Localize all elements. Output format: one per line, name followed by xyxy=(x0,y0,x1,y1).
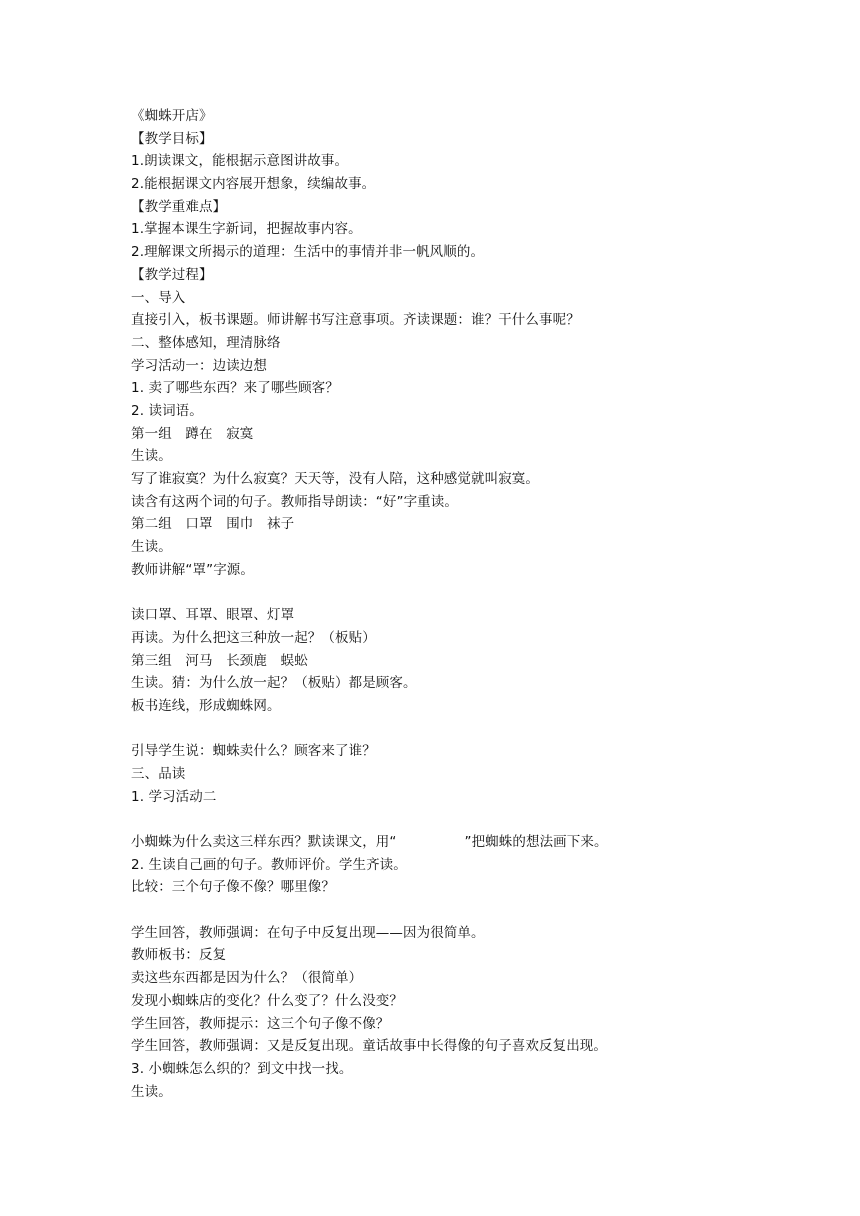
blank-line xyxy=(131,808,731,831)
text-line: 小蜘蛛为什么卖这三样东西？默读课文，用“ ”把蜘蛛的想法画下来。 xyxy=(131,834,608,850)
text-line: 学生回答，教师强调：又是反复出现。童话故事中长得像的句子喜欢反复出现。 xyxy=(131,1038,607,1055)
text-line: 1.朗读课文，能根据示意图讲故事。 xyxy=(131,153,349,170)
text-line: 【教学过程】 xyxy=(131,266,213,283)
text-line: 生读。 xyxy=(131,539,172,556)
text-line: 板书连线，形成蜘蛛网。 xyxy=(131,697,281,714)
text-line: 2.能根据课文内容展开想象，续编故事。 xyxy=(131,176,376,193)
text-line: 《蜘蛛开店》 xyxy=(131,108,213,124)
text-line: 学生回答，教师提示：这三个句子像不像？ xyxy=(131,1015,390,1032)
text-line: 第二组 口罩 围巾 袜子 xyxy=(131,516,295,533)
text-line: 生读。猜：为什么放一起？（板贴）都是顾客。 xyxy=(131,675,417,692)
text-line: 生读。 xyxy=(131,448,172,465)
text-line: 三、品读 xyxy=(131,765,186,782)
text-line: 生读。 xyxy=(131,1083,172,1100)
text-line: 读口罩、耳罩、眼罩、灯罩 xyxy=(131,607,295,624)
text-line: 直接引入，板书课题。师讲解书写注意事项。齐读课题：谁？干什么事呢？ xyxy=(131,312,580,329)
text-line: 学生回答，教师强调：在句子中反复出现——因为很简单。 xyxy=(131,924,485,941)
text-line: 二、整体感知，理清脉络 xyxy=(131,334,281,351)
blank-line xyxy=(131,718,731,741)
document-body xyxy=(131,105,731,1103)
text-line: 卖这些东西都是因为什么？（很简单） xyxy=(131,970,363,987)
text-line: 【教学目标】 xyxy=(131,130,213,147)
text-line: 3. 小蜘蛛怎么织的？到文中找一找。 xyxy=(131,1060,353,1077)
text-line: 1. 学习活动二 xyxy=(131,788,217,805)
text-line: 教师讲解“罩”字源。 xyxy=(131,561,254,578)
text-line: 写了谁寂寞？为什么寂寞？天天等，没有人陪，这种感觉就叫寂寞。 xyxy=(131,471,539,487)
text-line: 再读。为什么把这三种放一起？（板贴） xyxy=(131,629,376,646)
text-line: 【教学重难点】 xyxy=(131,198,227,215)
text-line: 1.掌握本课生字新词，把握故事内容。 xyxy=(131,221,362,238)
text-line: 学习活动一：边读边想 xyxy=(131,357,267,374)
text-line: 教师板书：反复 xyxy=(131,947,227,964)
text-line: 引导学生说：蜘蛛卖什么？顾客来了谁？ xyxy=(131,743,376,760)
text-line: 读含有这两个词的句子。教师指导朗读：“好”字重读。 xyxy=(131,493,458,510)
text-line: 发现小蜘蛛店的变化？什么变了？什么没变？ xyxy=(131,992,403,1009)
blank-line xyxy=(131,899,731,922)
text-line: 比较：三个句子像不像？哪里像？ xyxy=(131,879,335,896)
text-line: 第三组 河马 长颈鹿 蜈蚣 xyxy=(131,652,308,669)
blank-line xyxy=(131,581,731,604)
text-line: 第一组 蹲在 寂寞 xyxy=(131,425,254,442)
text-line: 2. 生读自己画的句子。教师评价。学生齐读。 xyxy=(131,856,407,873)
text-line: 2.理解课文所揭示的道理：生活中的事情并非一帆风顺的。 xyxy=(131,244,485,261)
text-line: 2. 读词语。 xyxy=(131,402,203,419)
text-line: 1. 卖了哪些东西？来了哪些顾客？ xyxy=(131,380,339,397)
text-line: 一、导入 xyxy=(131,289,186,306)
